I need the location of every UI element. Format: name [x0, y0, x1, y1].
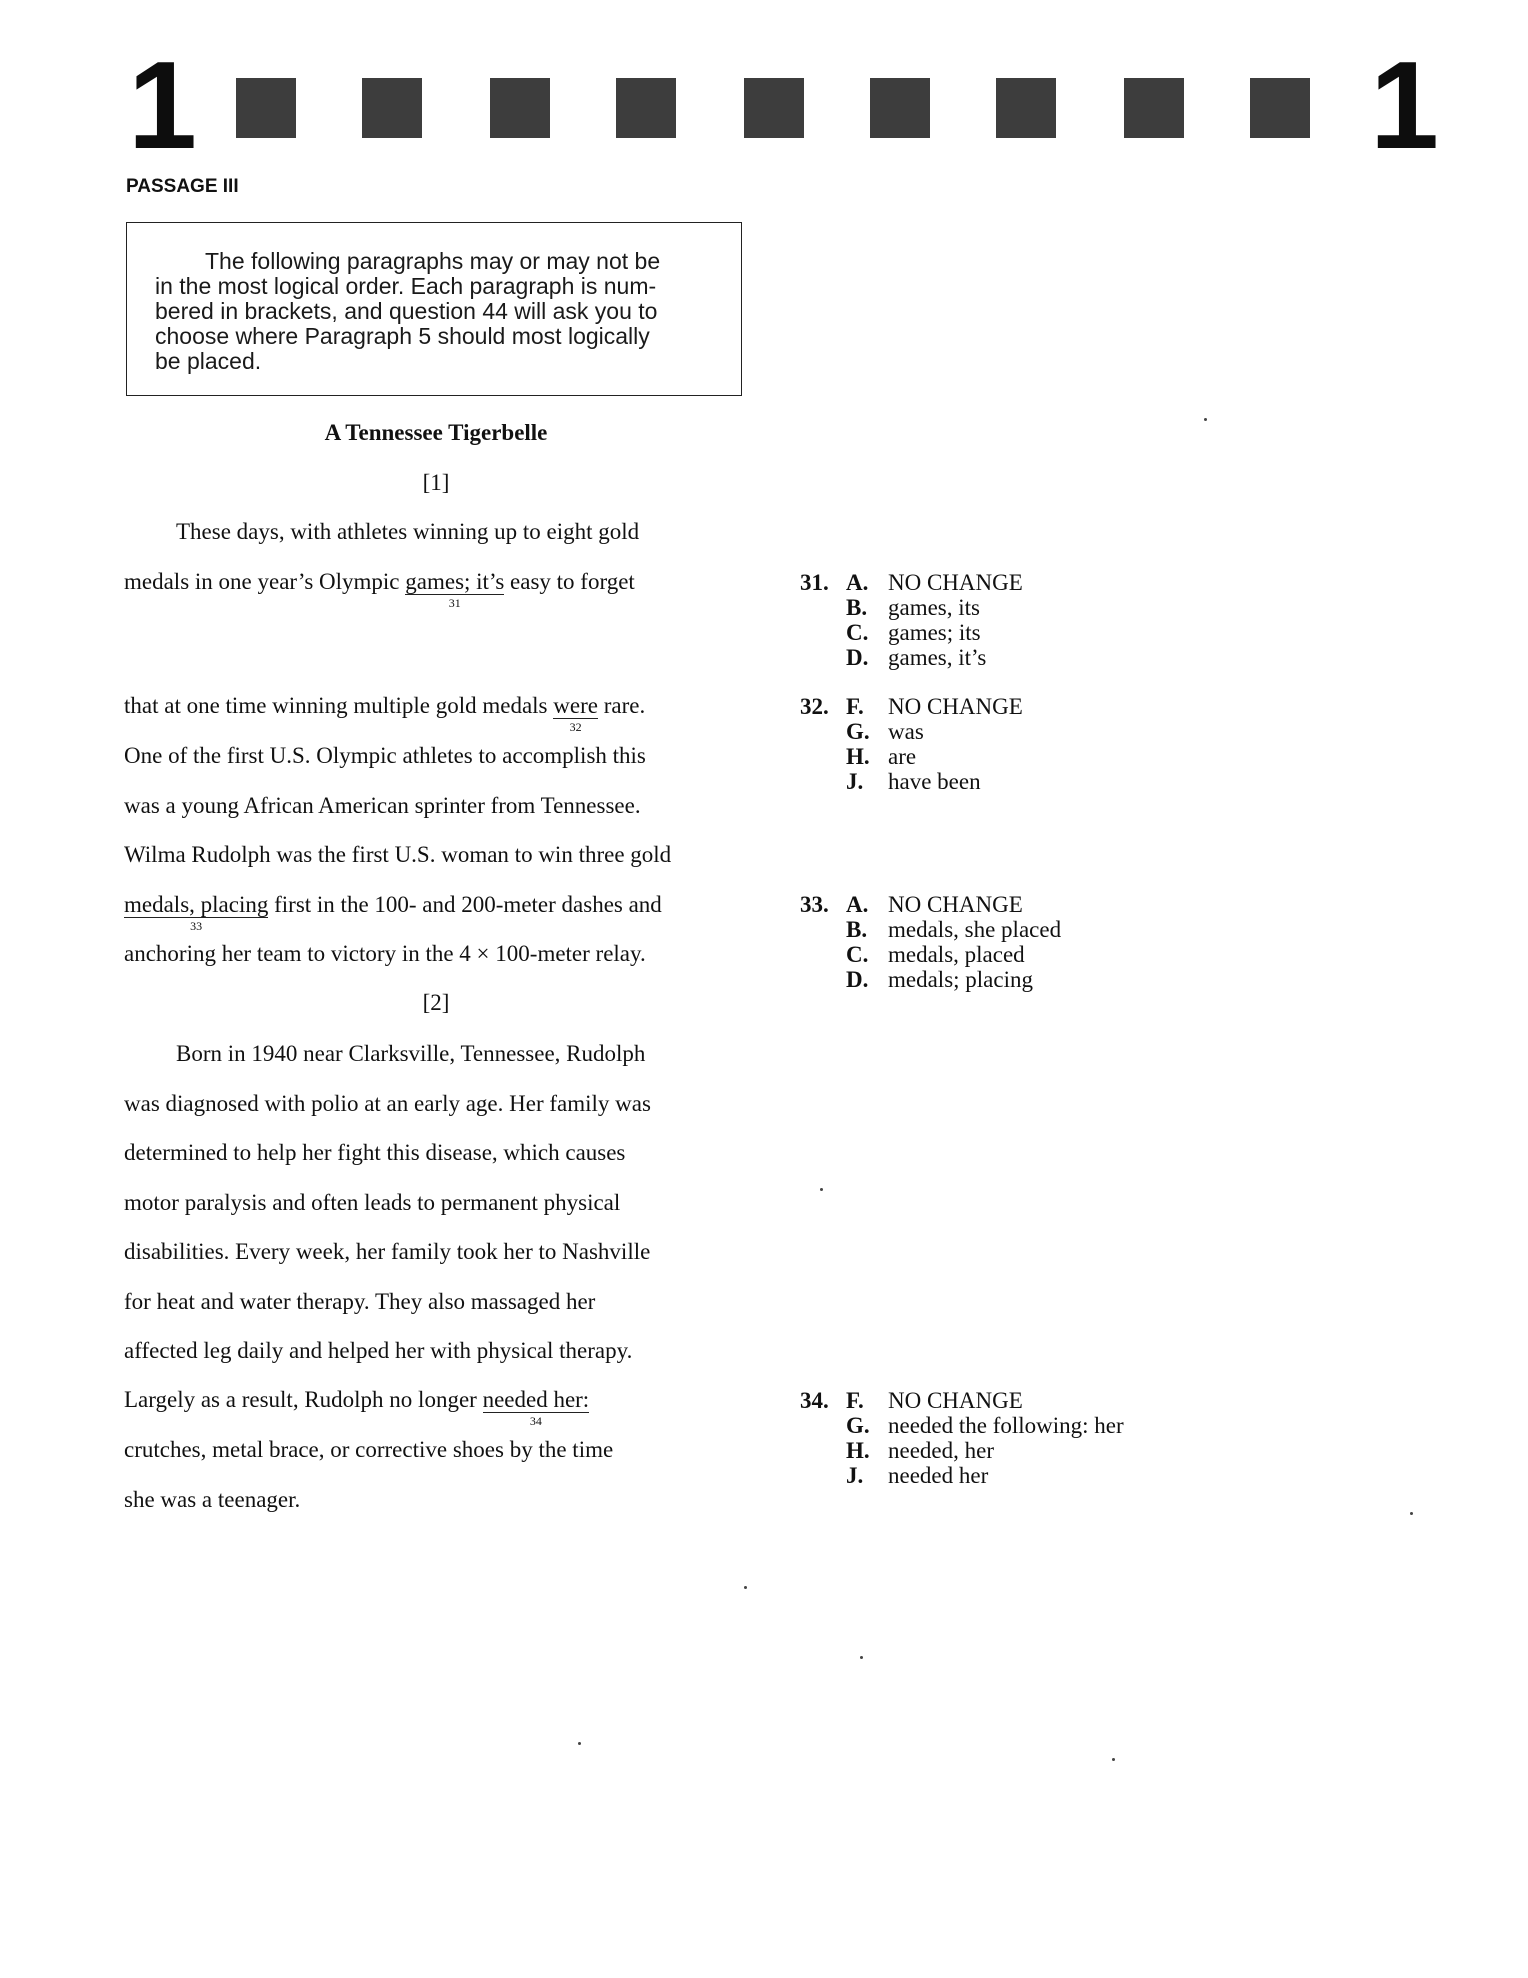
underlined-text: games; it’s — [405, 569, 505, 594]
passage-line: she was a teenager. — [124, 1487, 301, 1512]
passage-text: easy to forget — [504, 569, 635, 594]
underlined-portion-32[interactable] — [553, 693, 598, 734]
passage-text: medals in one year’s Olympic — [124, 569, 406, 594]
option-text: games, its — [888, 595, 980, 620]
underlined-portion-31[interactable] — [405, 569, 505, 610]
option-letter: D. — [846, 645, 869, 670]
option-letter: J. — [846, 769, 864, 794]
passage-title: A Tennessee Tigerbelle — [324, 420, 548, 445]
scan-speck — [1204, 418, 1207, 421]
passage-line — [124, 568, 635, 610]
header-square — [616, 78, 676, 138]
answer-option[interactable] — [800, 942, 1061, 967]
paragraph-label: [1] — [422, 470, 450, 495]
option-letter: F. — [846, 1388, 864, 1413]
underlined-text: needed her: — [482, 1387, 590, 1412]
question-ref-number: 34 — [529, 1414, 542, 1428]
option-text: needed the following: her — [888, 1413, 1124, 1438]
passage-line — [124, 692, 646, 734]
answer-option[interactable] — [800, 1388, 1124, 1413]
passage-line: One of the first U.S. Olympic athletes to accomplish this — [124, 743, 646, 768]
instructions-box — [126, 222, 742, 396]
option-letter: G. — [846, 1413, 870, 1438]
instructions-line: in the most logical order. Each paragraph is num- — [155, 273, 657, 299]
underlined-text: were — [553, 693, 598, 718]
option-letter: C. — [846, 942, 869, 967]
answer-option[interactable] — [800, 1413, 1124, 1438]
passage-line: for heat and water therapy. They also massaged her — [124, 1289, 596, 1314]
answer-option[interactable] — [800, 595, 1023, 620]
underlined-portion-34[interactable] — [482, 1387, 590, 1428]
option-text: medals, placed — [888, 942, 1025, 967]
question-number: 33. — [800, 892, 829, 917]
scan-speck — [578, 1742, 581, 1745]
scan-speck — [820, 1188, 823, 1191]
instructions-line: choose where Paragraph 5 should most logically — [155, 323, 650, 349]
option-text: was — [888, 719, 924, 744]
passage-line: Born in 1940 near Clarksville, Tennessee, Rudolph — [176, 1041, 646, 1066]
option-text: needed her — [888, 1463, 989, 1488]
option-letter: H. — [846, 1438, 870, 1463]
header-square — [744, 78, 804, 138]
option-letter: B. — [846, 917, 868, 942]
answer-option[interactable] — [800, 769, 1023, 794]
passage-line: affected leg daily and helped her with physical therapy. — [124, 1338, 633, 1363]
answer-option[interactable] — [800, 620, 1023, 645]
option-text: have been — [888, 769, 981, 794]
passage-line: motor paralysis and often leads to permanent physical — [124, 1190, 621, 1215]
answer-option[interactable] — [800, 744, 1023, 769]
header-square — [362, 78, 422, 138]
instructions-line: The following paragraphs may or may not be — [205, 248, 661, 274]
passage-line: was a young African American sprinter from Tennessee. — [124, 793, 641, 818]
passage-text: that at one time winning multiple gold medals — [124, 693, 554, 718]
question-33 — [800, 892, 1061, 992]
header-square — [236, 78, 296, 138]
answer-option[interactable] — [800, 645, 1023, 670]
passage-text: Largely as a result, Rudolph no longer — [124, 1387, 483, 1412]
instructions-line: bered in brackets, and question 44 will ask you to — [155, 298, 658, 324]
option-text: NO CHANGE — [888, 694, 1023, 719]
answer-option[interactable] — [800, 1438, 1124, 1463]
header-square — [1124, 78, 1184, 138]
passage-line: was diagnosed with polio at an early age. Her family was — [124, 1091, 651, 1116]
question-34 — [800, 1388, 1124, 1488]
question-ref-number: 31 — [448, 596, 461, 610]
answer-option[interactable] — [800, 694, 1023, 719]
passage-line: Wilma Rudolph was the first U.S. woman to win three gold — [124, 842, 672, 867]
answer-option[interactable] — [800, 1463, 1124, 1488]
passage-line — [124, 891, 662, 933]
question-ref-number: 33 — [190, 919, 203, 933]
passage-line: anchoring her team to victory in the 4 × 100-meter relay. — [124, 941, 646, 966]
scan-speck — [860, 1656, 863, 1659]
header-square — [870, 78, 930, 138]
answer-option[interactable] — [800, 719, 1023, 744]
passage-line — [124, 1386, 590, 1428]
passage-line: These days, with athletes winning up to eight gold — [176, 519, 640, 544]
scan-speck — [744, 1586, 747, 1589]
option-text: NO CHANGE — [888, 570, 1023, 595]
option-letter: A. — [846, 570, 869, 595]
answer-option[interactable] — [800, 917, 1061, 942]
underlined-text: medals, placing — [124, 892, 269, 917]
passage-text: rare. — [597, 693, 646, 718]
header-square — [490, 78, 550, 138]
option-text: NO CHANGE — [888, 892, 1023, 917]
section-number-right: 1 — [1370, 37, 1439, 175]
underlined-portion-33[interactable] — [124, 892, 269, 933]
scan-speck — [1112, 1758, 1115, 1761]
option-letter: J. — [846, 1463, 864, 1488]
question-32 — [800, 694, 1023, 794]
instructions-line: be placed. — [155, 348, 262, 374]
option-text: medals; placing — [888, 967, 1033, 992]
question-31 — [800, 570, 1023, 670]
header-square — [1250, 78, 1310, 138]
scan-speck — [1410, 1512, 1413, 1515]
question-number: 32. — [800, 694, 829, 719]
question-number: 31. — [800, 570, 829, 595]
option-letter: H. — [846, 744, 870, 769]
option-text: NO CHANGE — [888, 1388, 1023, 1413]
option-text: are — [888, 744, 917, 769]
header-square — [996, 78, 1056, 138]
passage-line: crutches, metal brace, or corrective shoes by the time — [124, 1437, 614, 1462]
answer-option[interactable] — [800, 967, 1061, 992]
paragraph-label: [2] — [422, 990, 450, 1015]
option-text: needed, her — [888, 1438, 994, 1463]
section-number-left: 1 — [128, 37, 197, 175]
option-letter: D. — [846, 967, 869, 992]
answer-option[interactable] — [800, 570, 1023, 595]
passage-line: determined to help her fight this disease, which causes — [124, 1140, 626, 1165]
passage-label: PASSAGE III — [126, 176, 239, 197]
option-letter: A. — [846, 892, 869, 917]
option-letter: B. — [846, 595, 868, 620]
answer-option[interactable] — [800, 892, 1061, 917]
question-number: 34. — [800, 1388, 829, 1413]
question-ref-number: 32 — [569, 720, 582, 734]
passage-text: first in the 100- and 200-meter dashes and — [268, 892, 662, 917]
option-letter: F. — [846, 694, 864, 719]
option-text: games; its — [888, 620, 981, 645]
option-letter: C. — [846, 620, 869, 645]
passage-line: disabilities. Every week, her family took her to Nashville — [124, 1239, 651, 1264]
option-letter: G. — [846, 719, 870, 744]
option-text: medals, she placed — [888, 917, 1062, 942]
option-text: games, it’s — [888, 645, 987, 670]
